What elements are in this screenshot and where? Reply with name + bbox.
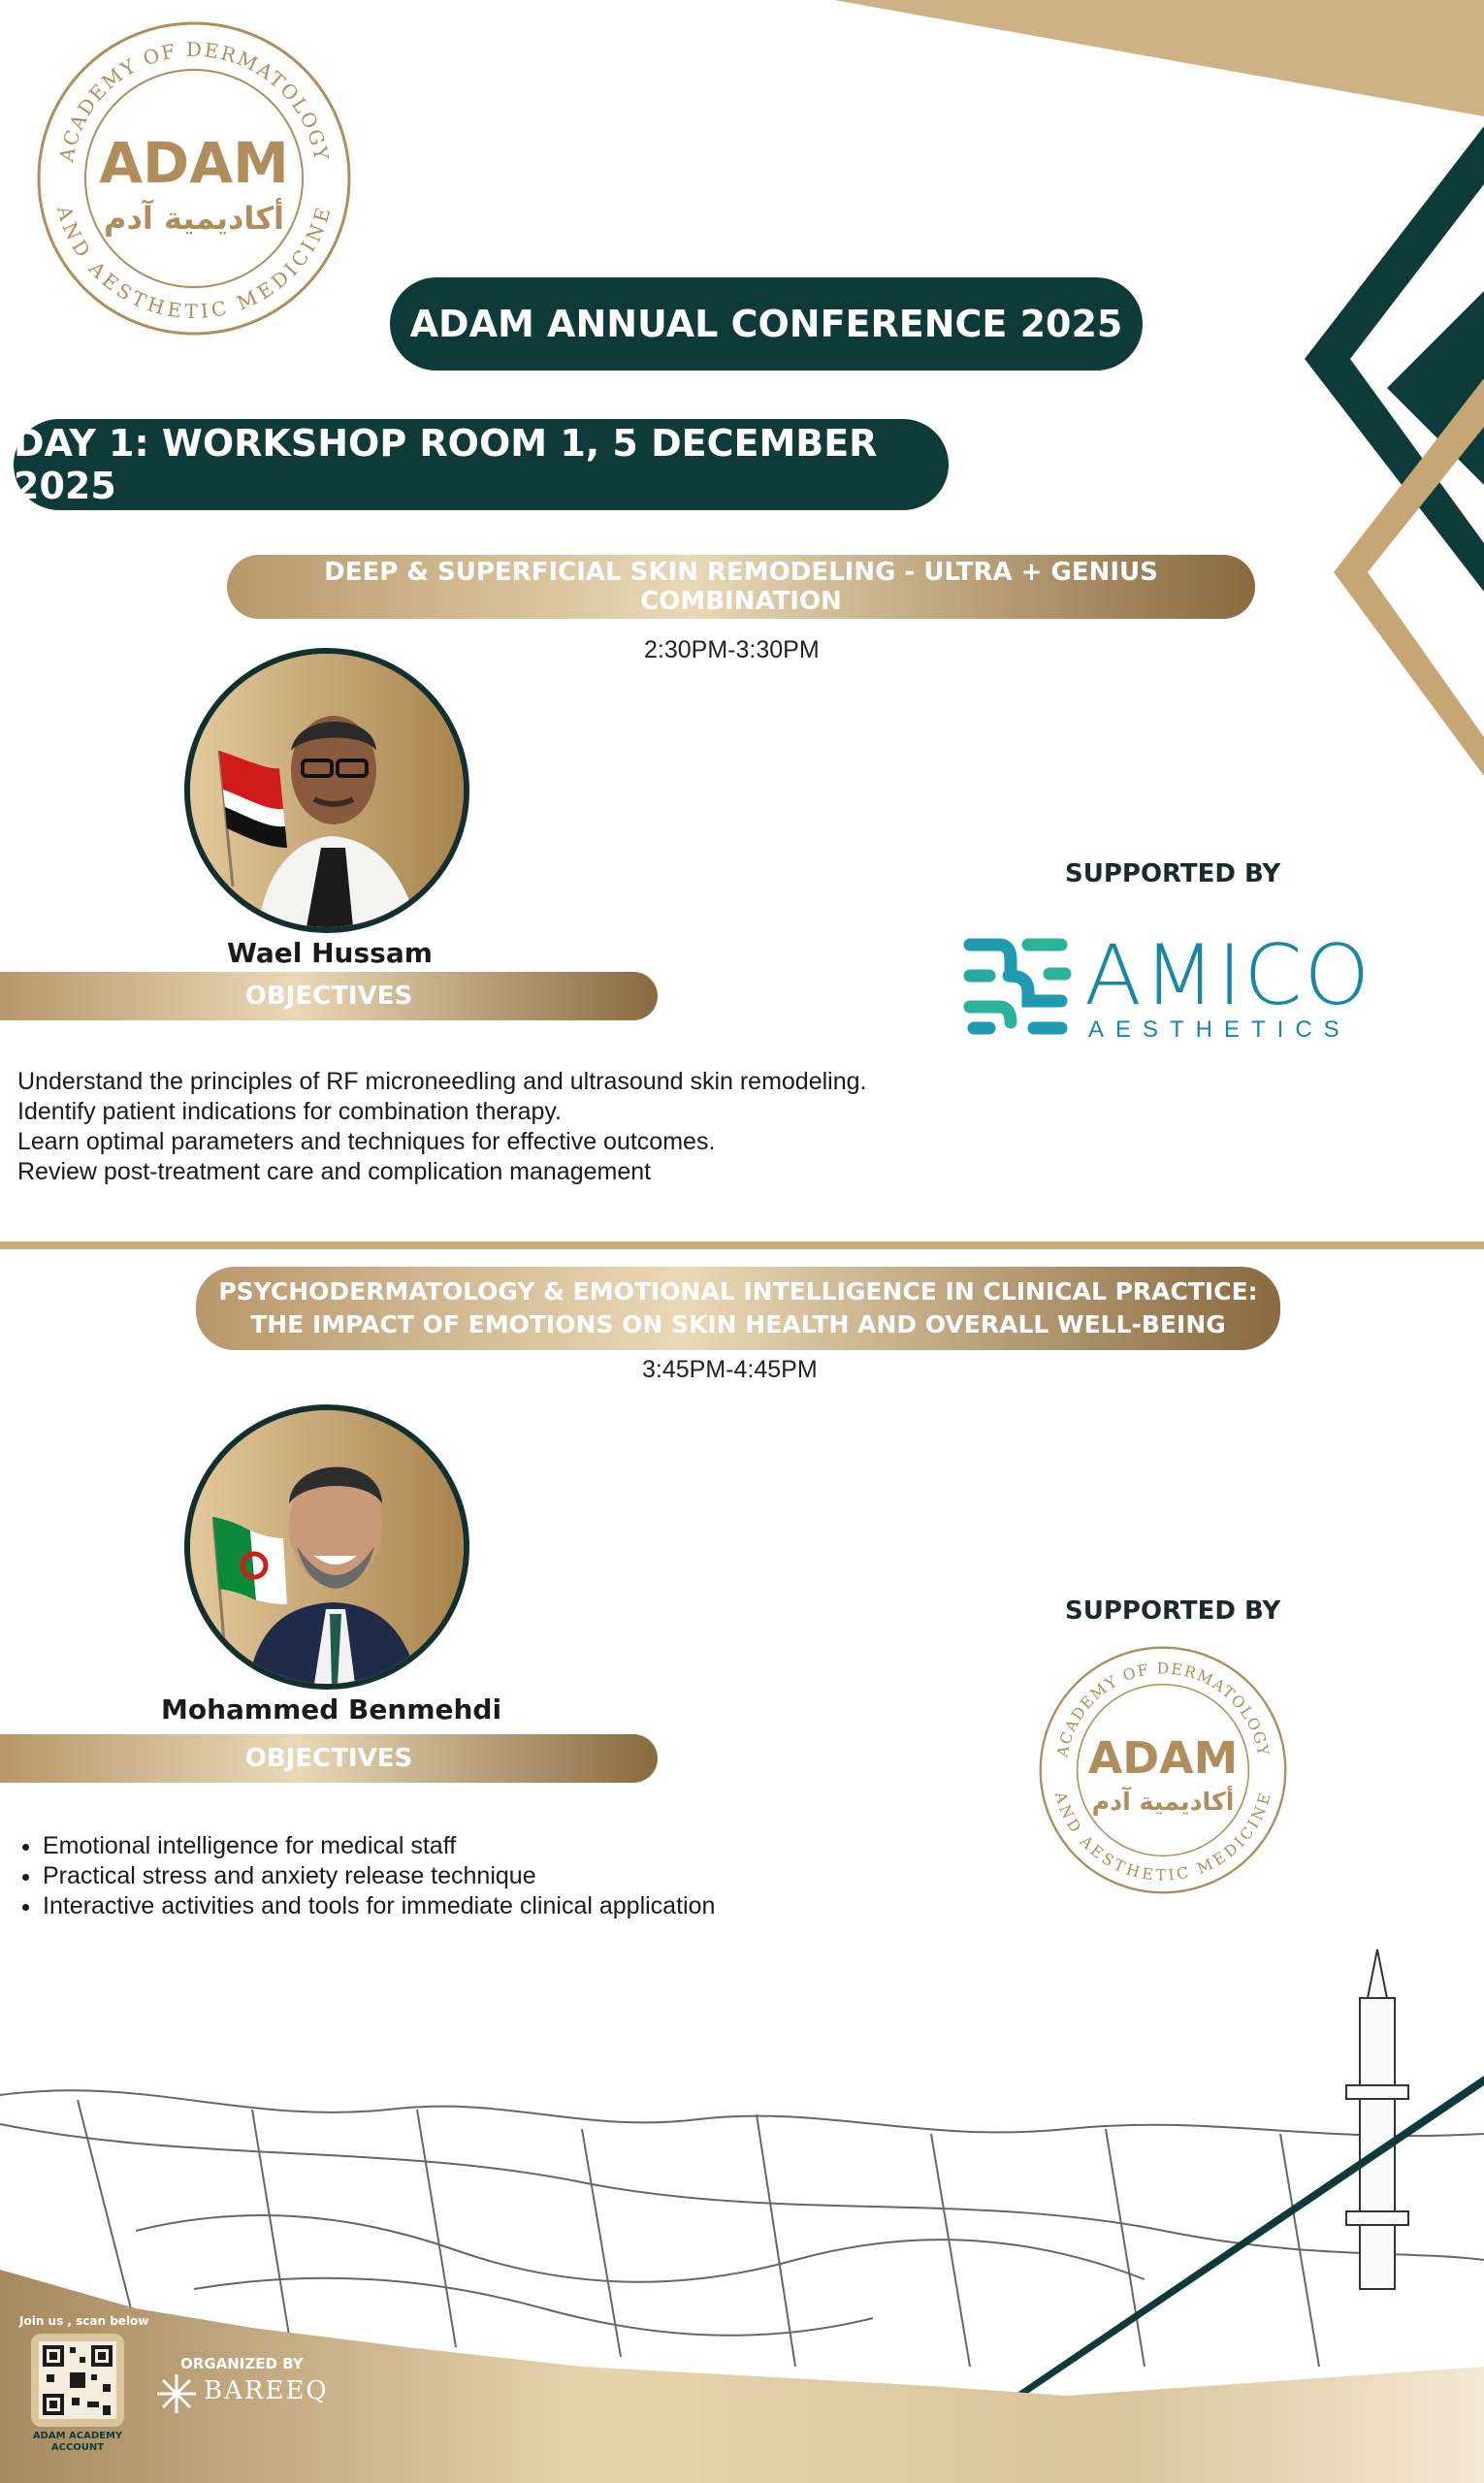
speaker1-name: Wael Hussam — [227, 937, 433, 969]
organized-by-label: ORGANIZED BY — [180, 2355, 304, 2372]
adam-academy-logo — [33, 17, 355, 339]
qr-code-icon — [31, 2334, 124, 2427]
qr-caption-line1: ADAM ACADEMY — [32, 2431, 123, 2441]
objective-item: • Interactive activities and tools for immediate clinical application — [43, 1891, 1082, 1921]
amico-wordmark: AMICO — [1084, 927, 1372, 1024]
objective-item: • Emotional intelligence for medical staff — [43, 1831, 1082, 1861]
objective-item: • Practical stress and anxiety release technique — [43, 1861, 1082, 1891]
join-text: Join us , scan below — [19, 2314, 149, 2328]
session1-objectives — [17, 1067, 1084, 1187]
session2-title — [196, 1267, 1280, 1350]
logo-arabic: أكاديمية آدم — [104, 200, 284, 237]
session1-title: DEEP & SUPERFICIAL SKIN REMODELING - ULTRA + GENIUS COMBINATION — [227, 555, 1255, 619]
session2-time: 3:45PM-4:45PM — [642, 1356, 818, 1383]
qr-code[interactable] — [31, 2334, 124, 2427]
day-banner: DAY 1: WORKSHOP ROOM 1, 5 DECEMBER 2025 — [14, 419, 949, 510]
logo-word: ADAM — [99, 130, 289, 196]
speaker1-avatar — [184, 648, 469, 933]
adam-academy-logo-small — [1036, 1643, 1290, 1897]
session2-title-line1: PSYCHODERMATOLOGY & EMOTIONAL INTELLIGENCE IN CLINICAL PRACTICE: — [218, 1277, 1258, 1306]
objective-item: Learn optimal parameters and techniques for effective outcomes. — [17, 1128, 716, 1155]
session2-objectives-label: OBJECTIVES — [0, 1734, 658, 1783]
logo-arabic: أكاديمية آدم — [1091, 1788, 1235, 1817]
supported-by-label: SUPPORTED BY — [1065, 1596, 1281, 1626]
qr-caption-line2: ACCOUNT — [50, 2442, 105, 2453]
session1-objectives-label: OBJECTIVES — [0, 972, 658, 1020]
objective-item: Understand the principles of RF microneedling and ultrasound skin remodeling. — [17, 1068, 867, 1095]
objective-item: Review post-treatment care and complication management — [17, 1158, 652, 1185]
logo-arc-top: ACADEMY OF DERMATOLOGY — [54, 37, 334, 164]
amico-aesthetics-logo — [960, 927, 1377, 1048]
bareeq-wordmark: BAREEQ — [204, 2376, 329, 2405]
supported-by-label: SUPPORTED BY — [1065, 859, 1281, 888]
bareeq-star-icon — [155, 2372, 198, 2415]
logo-arc-bottom: AND AESTHETIC MEDICINE — [52, 203, 336, 324]
objective-item: Identify patient indications for combination therapy. — [17, 1098, 562, 1125]
session2-title-line2: THE IMPACT OF EMOTIONS ON SKIN HEALTH AND OVERALL WELL-BEING — [250, 1310, 1226, 1338]
logo-arc-bottom: AND AESTHETIC MEDICINE — [1050, 1790, 1275, 1885]
speaker2-avatar — [184, 1404, 469, 1690]
amico-mark-icon — [960, 931, 1077, 1040]
speaker2-name: Mohammed Benmehdi — [161, 1693, 502, 1725]
session1-time: 2:30PM-3:30PM — [644, 636, 820, 663]
logo-word: ADAM — [1087, 1732, 1239, 1785]
amico-subtitle: AESTHETICS — [1088, 1016, 1351, 1043]
session2-objectives — [16, 1831, 1082, 1921]
conference-title: ADAM ANNUAL CONFERENCE 2025 — [390, 277, 1143, 371]
qr-caption — [23, 2431, 132, 2454]
logo-arc-top: ACADEMY OF DERMATOLOGY — [1052, 1659, 1274, 1758]
